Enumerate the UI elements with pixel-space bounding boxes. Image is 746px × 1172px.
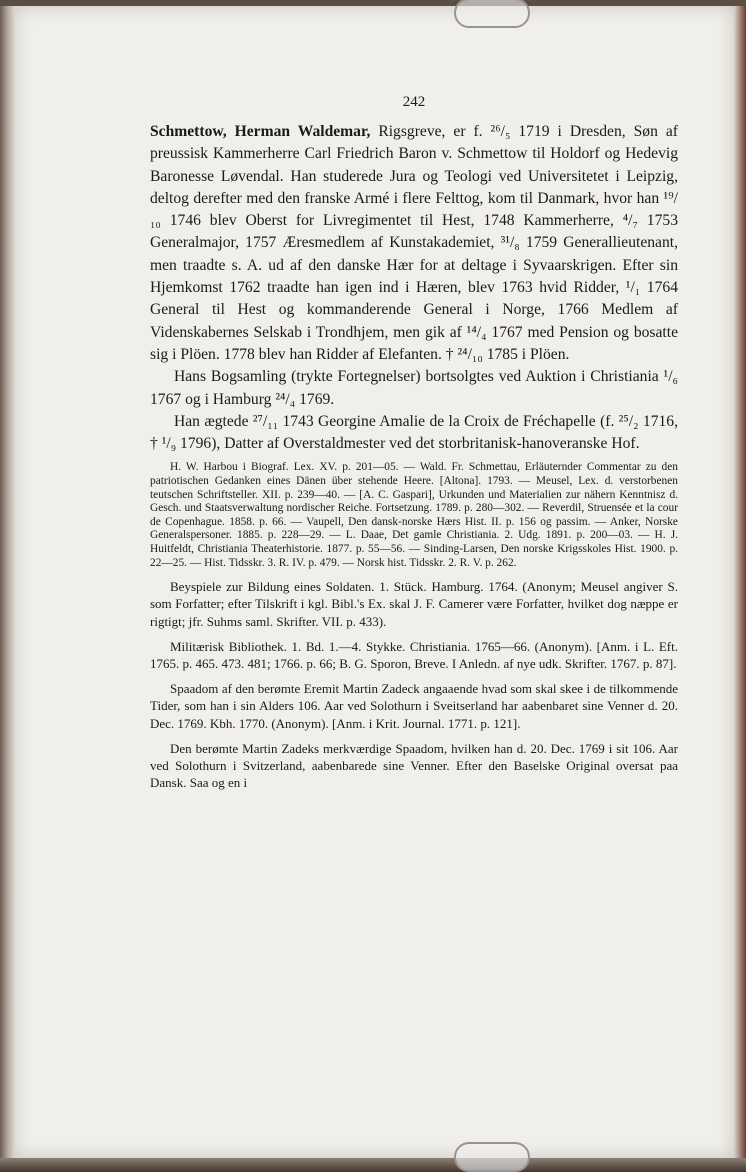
page-content xyxy=(150,94,678,791)
top-clip-mark xyxy=(454,0,530,28)
work-entry-3: Spaadom af den berømte Eremit Martin Zadeck angaaende hvad som skal skee i de tilkommende Tider, som han i sin Alders 106. Aar ved Solothurn i Sveitserland har aabenbaret sine Venner d. 20. Dec. 1769. Kbh. 1770. (Anonym). [Anm. i Krit. Journal. 1771. p. 121]. xyxy=(150,681,678,731)
right-page-edge xyxy=(734,0,746,1171)
entry-paragraph-1 xyxy=(150,121,678,366)
entry-paragraph-2: Hans Bogsamling (trykte Fortegnelser) bortsolgtes ved Auktion i Christiania ¹/₆ 1767 og i Hamburg ²⁴/₄ 1769. xyxy=(150,368,678,408)
work-entry-2: Militærisk Bibliothek. 1. Bd. 1.—4. Stykke. Christiania. 1765—66. (Anonym). [Anm. i L. Eft. 1765. p. 465. 473. 481; 1766. p. 66; B. G. Sporon, Breve. I Anledn. af nye udk. Skrifter. 1767. p. 87]. xyxy=(150,638,678,672)
page-number: 242 xyxy=(402,94,426,110)
left-page-edge xyxy=(0,0,14,1171)
work-entry-1: Beyspiele zur Bildung eines Soldaten. 1. Stück. Hamburg. 1764. (Anonym; Meusel angiver S. som Forfatter; efter Tilskrift i kgl. Bibl.'s Ex. skal J. F. Camerer være Forfatter, hvilket dog næppe er rigtigt; jfr. Suhms saml. Skrifter. VII. p. 433). xyxy=(150,579,678,629)
work-entry-4: Den berømte Martin Zadeks merkværdige Spaadom, hvilken han d. 20. Dec. 1769 i sit 106. Aar ved Solothurn i Svitzerland, aabenbarede sine Venner. Efter den Baselske Original oversat paa Dansk. Saa og en i xyxy=(150,740,678,791)
bottom-page-edge xyxy=(0,1158,746,1171)
references-block: H. W. Harbou i Biograf. Lex. XV. p. 201—05. — Wald. Fr. Schmettau, Erläuternder Commentar zu den patriotischen Gedanken eines Dänen über stehende Heere. [Altona]. 1793. — Meusel, Lex. d. verstorbenen teutschen Schriftsteller. XII. p. 239—40. — [A. C. Gaspari], Urkunden und Materialien zur nähern Kenntnisz d. Gesch. und Staatsverwaltung nordischer Reiche. Fortsetzung. 1789. p. 280—302. — Reverdil, Struensée et la cour de Copenhague. 1858. p. 66. — Vaupell, Den dansk-norske Hærs Hist. II. p. 156 og passim. — Anker, Norske Generalspersoner. 1885. p. 228—29. — L. Daae, Det gamle Christiania. 2. Udg. 1891. p. 200—03. — H. J. Huitfeldt, Christiania Theaterhistorie. 1877. p. 55—56. — Sinding-Larsen, Den norske Krigsskoles Hist. 1900. p. 22—25. — Hist. Tidsskr. 3. R. IV. p. 479. — Norsk hist. Tidsskr. 2. R. V. p. 262. xyxy=(150,461,678,569)
bottom-clip-mark xyxy=(454,1142,530,1172)
entry-biography: Rigsgreve, er f. ²⁶/₅ 1719 i Dresden, Søn af preussisk Kammerherre Carl Friedrich Baron v. Schmettow til Holdorf og Hedevig Baronesse Løvendal. Han studerede Jura og Teologi ved Universitetet i Leipzig, deltog derefter med den franske Armé i flere Felttog, kom til Danmark, hvor han ¹⁹/₁₀ 1746 blev Oberst for Livregimentet til Hest, 1748 Kammerherre, ⁴/₇ 1753 Generalmajor, 1757 Æresmedlem af Kunstakademiet, ³¹/₈ 1759 Generallieutenant, men traadte s. A. ud af den danske Hær for at deltage i Syvaarskrigen. Efter sin Hjemkomst 1762 traadte han igen ind i Hæren, blev 1763 hvid Ridder, ¹/₁ 1764 General til Hest og kommanderende General i Norge, 1766 Medlem af Videnskabernes Selskab i Trondhjem, men gik af ¹⁴/₄ 1767 med Pension og bosatte sig i Plöen. 1778 blev han Ridder af Elefanten. † ²⁴/₁₀ 1785 i Plöen. xyxy=(150,123,678,363)
entry-paragraph-3: Han ægtede ²⁷/₁₁ 1743 Georgine Amalie de la Croix de Fréchapelle (f. ²⁵/₂ 1716, † ¹/₉ 1796), Datter af Overstaldmester ved det storbritanisk-hanoveranske Hof. xyxy=(150,412,678,453)
entry-name: Schmettow, Herman Waldemar, xyxy=(150,123,371,140)
